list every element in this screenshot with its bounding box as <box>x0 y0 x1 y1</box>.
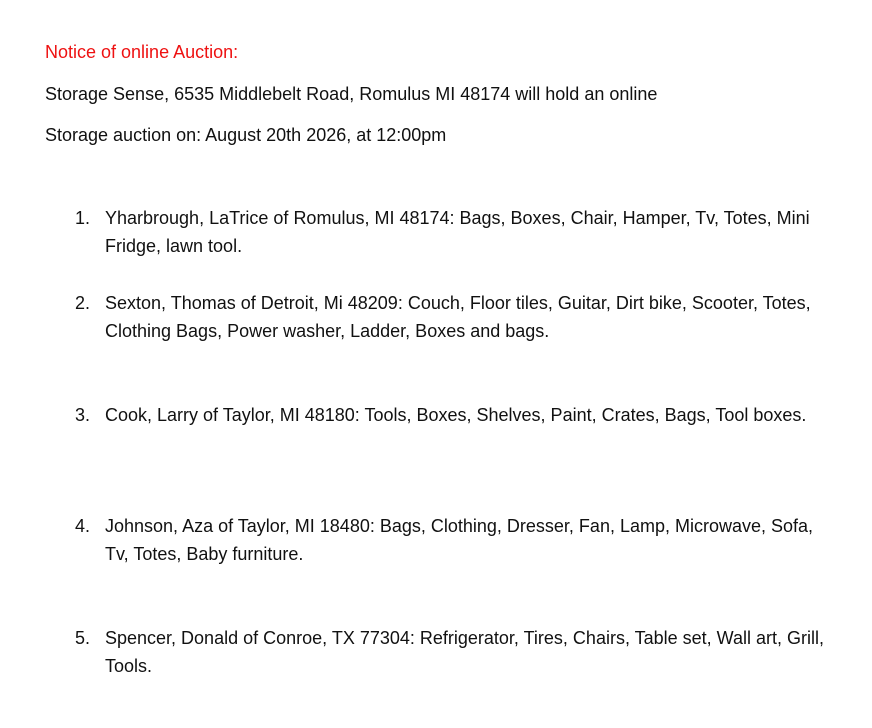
notice-intro-line-2: Storage auction on: August 20th 2026, at 12:00pm <box>45 125 447 145</box>
notice-intro-line-1: Storage Sense, 6535 Middlebelt Road, Romulus MI 48174 will hold an online <box>45 84 658 104</box>
list-item-number: 4. <box>75 516 91 536</box>
list-item-text: Sexton, Thomas of Detroit, Mi 48209: Couch, Floor tiles, Guitar, Dirt bike, Scooter, Totes, Clothing Bags, Power washer, Ladder, Boxes and bags. <box>105 293 811 341</box>
list-item-number: 3. <box>75 405 91 425</box>
list-item-number: 2. <box>75 293 91 313</box>
list-item-text: Spencer, Donald of Conroe, TX 77304: Refrigerator, Tires, Chairs, Table set, Wall art, Grill, Tools. <box>105 628 824 676</box>
notice-heading: Notice of online Auction: <box>45 42 239 62</box>
list-item-text: Johnson, Aza of Taylor, MI 18480: Bags, Clothing, Dresser, Fan, Lamp, Microwave, Sofa, Tv, Totes, Baby furniture. <box>105 516 814 564</box>
list-item-number: 5. <box>75 628 91 648</box>
list-item-text: Yharbrough, LaTrice of Romulus, MI 48174: Bags, Boxes, Chair, Hamper, Tv, Totes, Mini Fridge, lawn tool. <box>105 208 810 256</box>
list-item-number: 1. <box>75 208 91 228</box>
list-item-text: Cook, Larry of Taylor, MI 48180: Tools, Boxes, Shelves, Paint, Crates, Bags, Tool boxes. <box>105 405 807 425</box>
